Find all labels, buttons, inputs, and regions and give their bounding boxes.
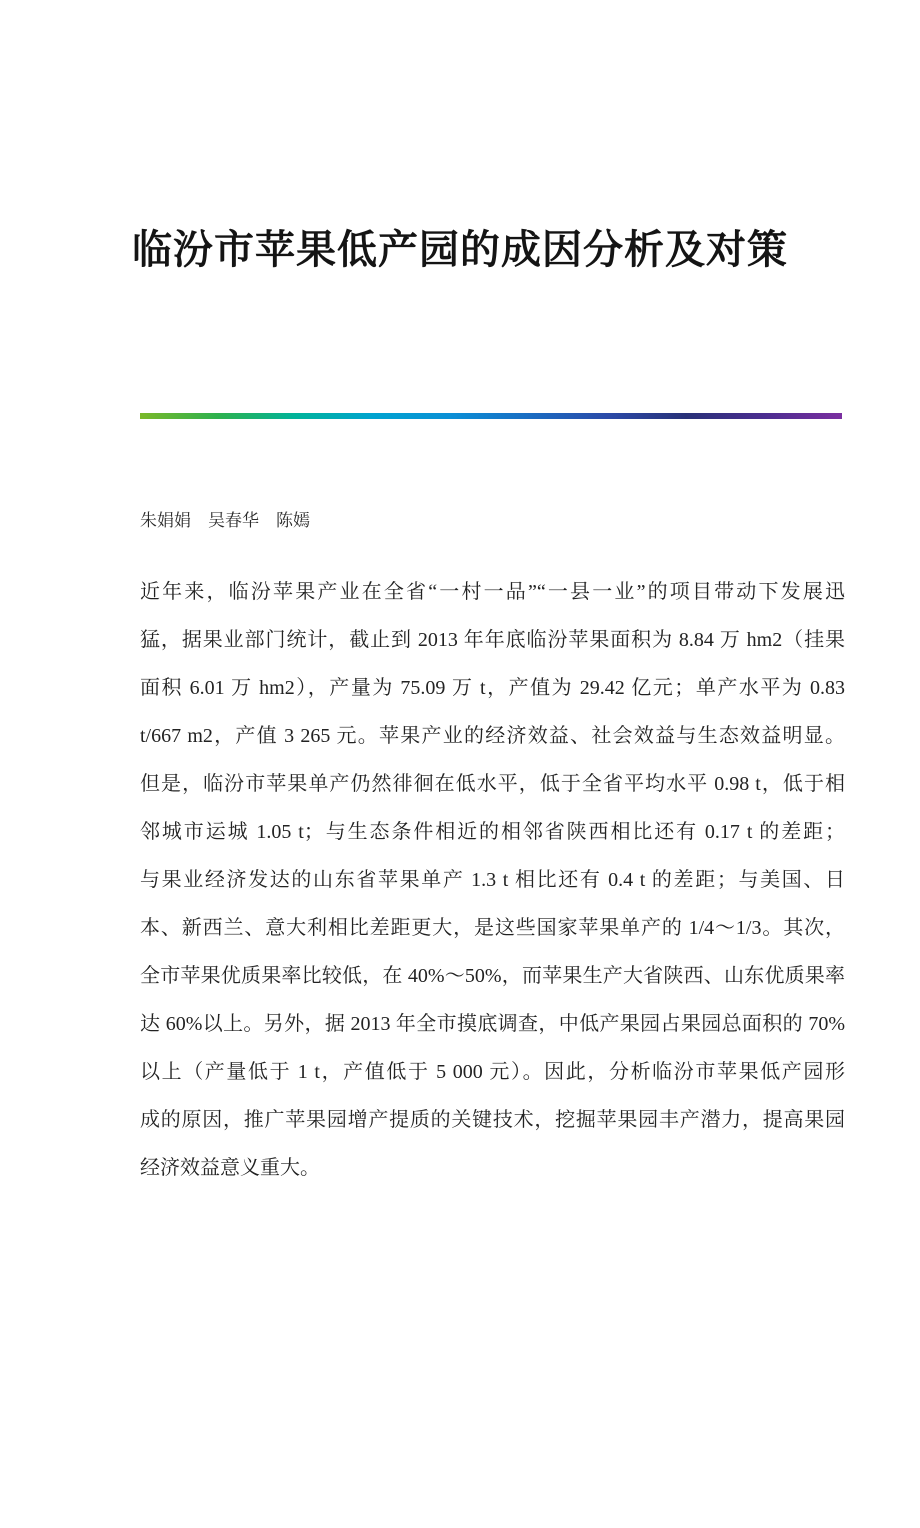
body-line: 近年来，临汾苹果产业在全省“一村一品”“一县一业”的项目带动下发展迅 (140, 581, 845, 603)
body-line: 本、新西兰、意大利相比差距更大，是这些国家苹果单产的 1/4～1/3。其次， (140, 917, 845, 939)
body-line: 与果业经济发达的山东省苹果单产 1.3 t 相比还有 0.4 t 的差距；与美国、日 (140, 869, 845, 891)
body-line: 成的原因，推广苹果园增产提质的关键技术，挖掘苹果园丰产潜力，提高果园 (140, 1109, 845, 1131)
body-line: 但是，临汾市苹果单产仍然徘徊在低水平，低于全省平均水平 0.98 t，低于相 (140, 773, 845, 795)
body-line: t/667 m2，产值 3 265 元。苹果产业的经济效益、社会效益与生态效益明显。 (140, 725, 845, 747)
article-body (140, 568, 845, 1192)
gradient-divider (140, 413, 842, 419)
body-line: 面积 6.01 万 hm2），产量为 75.09 万 t，产值为 29.42 亿元；单产水平为 0.83 (140, 677, 845, 699)
body-line: 猛，据果业部门统计，截止到 2013 年年底临汾苹果面积为 8.84 万 hm2（挂果 (140, 629, 845, 651)
document-page (0, 226, 920, 1528)
body-line: 邻城市运城 1.05 t；与生态条件相近的相邻省陕西相比还有 0.17 t 的差距； (140, 821, 845, 843)
author-line: 朱娟娟 吴春华 陈嫣 (140, 511, 310, 530)
body-line: 经济效益意义重大。 (140, 1157, 320, 1179)
body-line: 达 60%以上。另外，据 2013 年全市摸底调查，中低产果园占果园总面积的 70% (140, 1013, 845, 1035)
body-line: 全市苹果优质果率比较低，在 40%～50%，而苹果生产大省陕西、山东优质果率 (140, 965, 845, 987)
body-line: 以上（产量低于 1 t，产值低于 5 000 元）。因此，分析临汾市苹果低产园形 (140, 1061, 845, 1083)
page-title: 临汾市苹果低产园的成因分析及对策 (132, 227, 788, 272)
